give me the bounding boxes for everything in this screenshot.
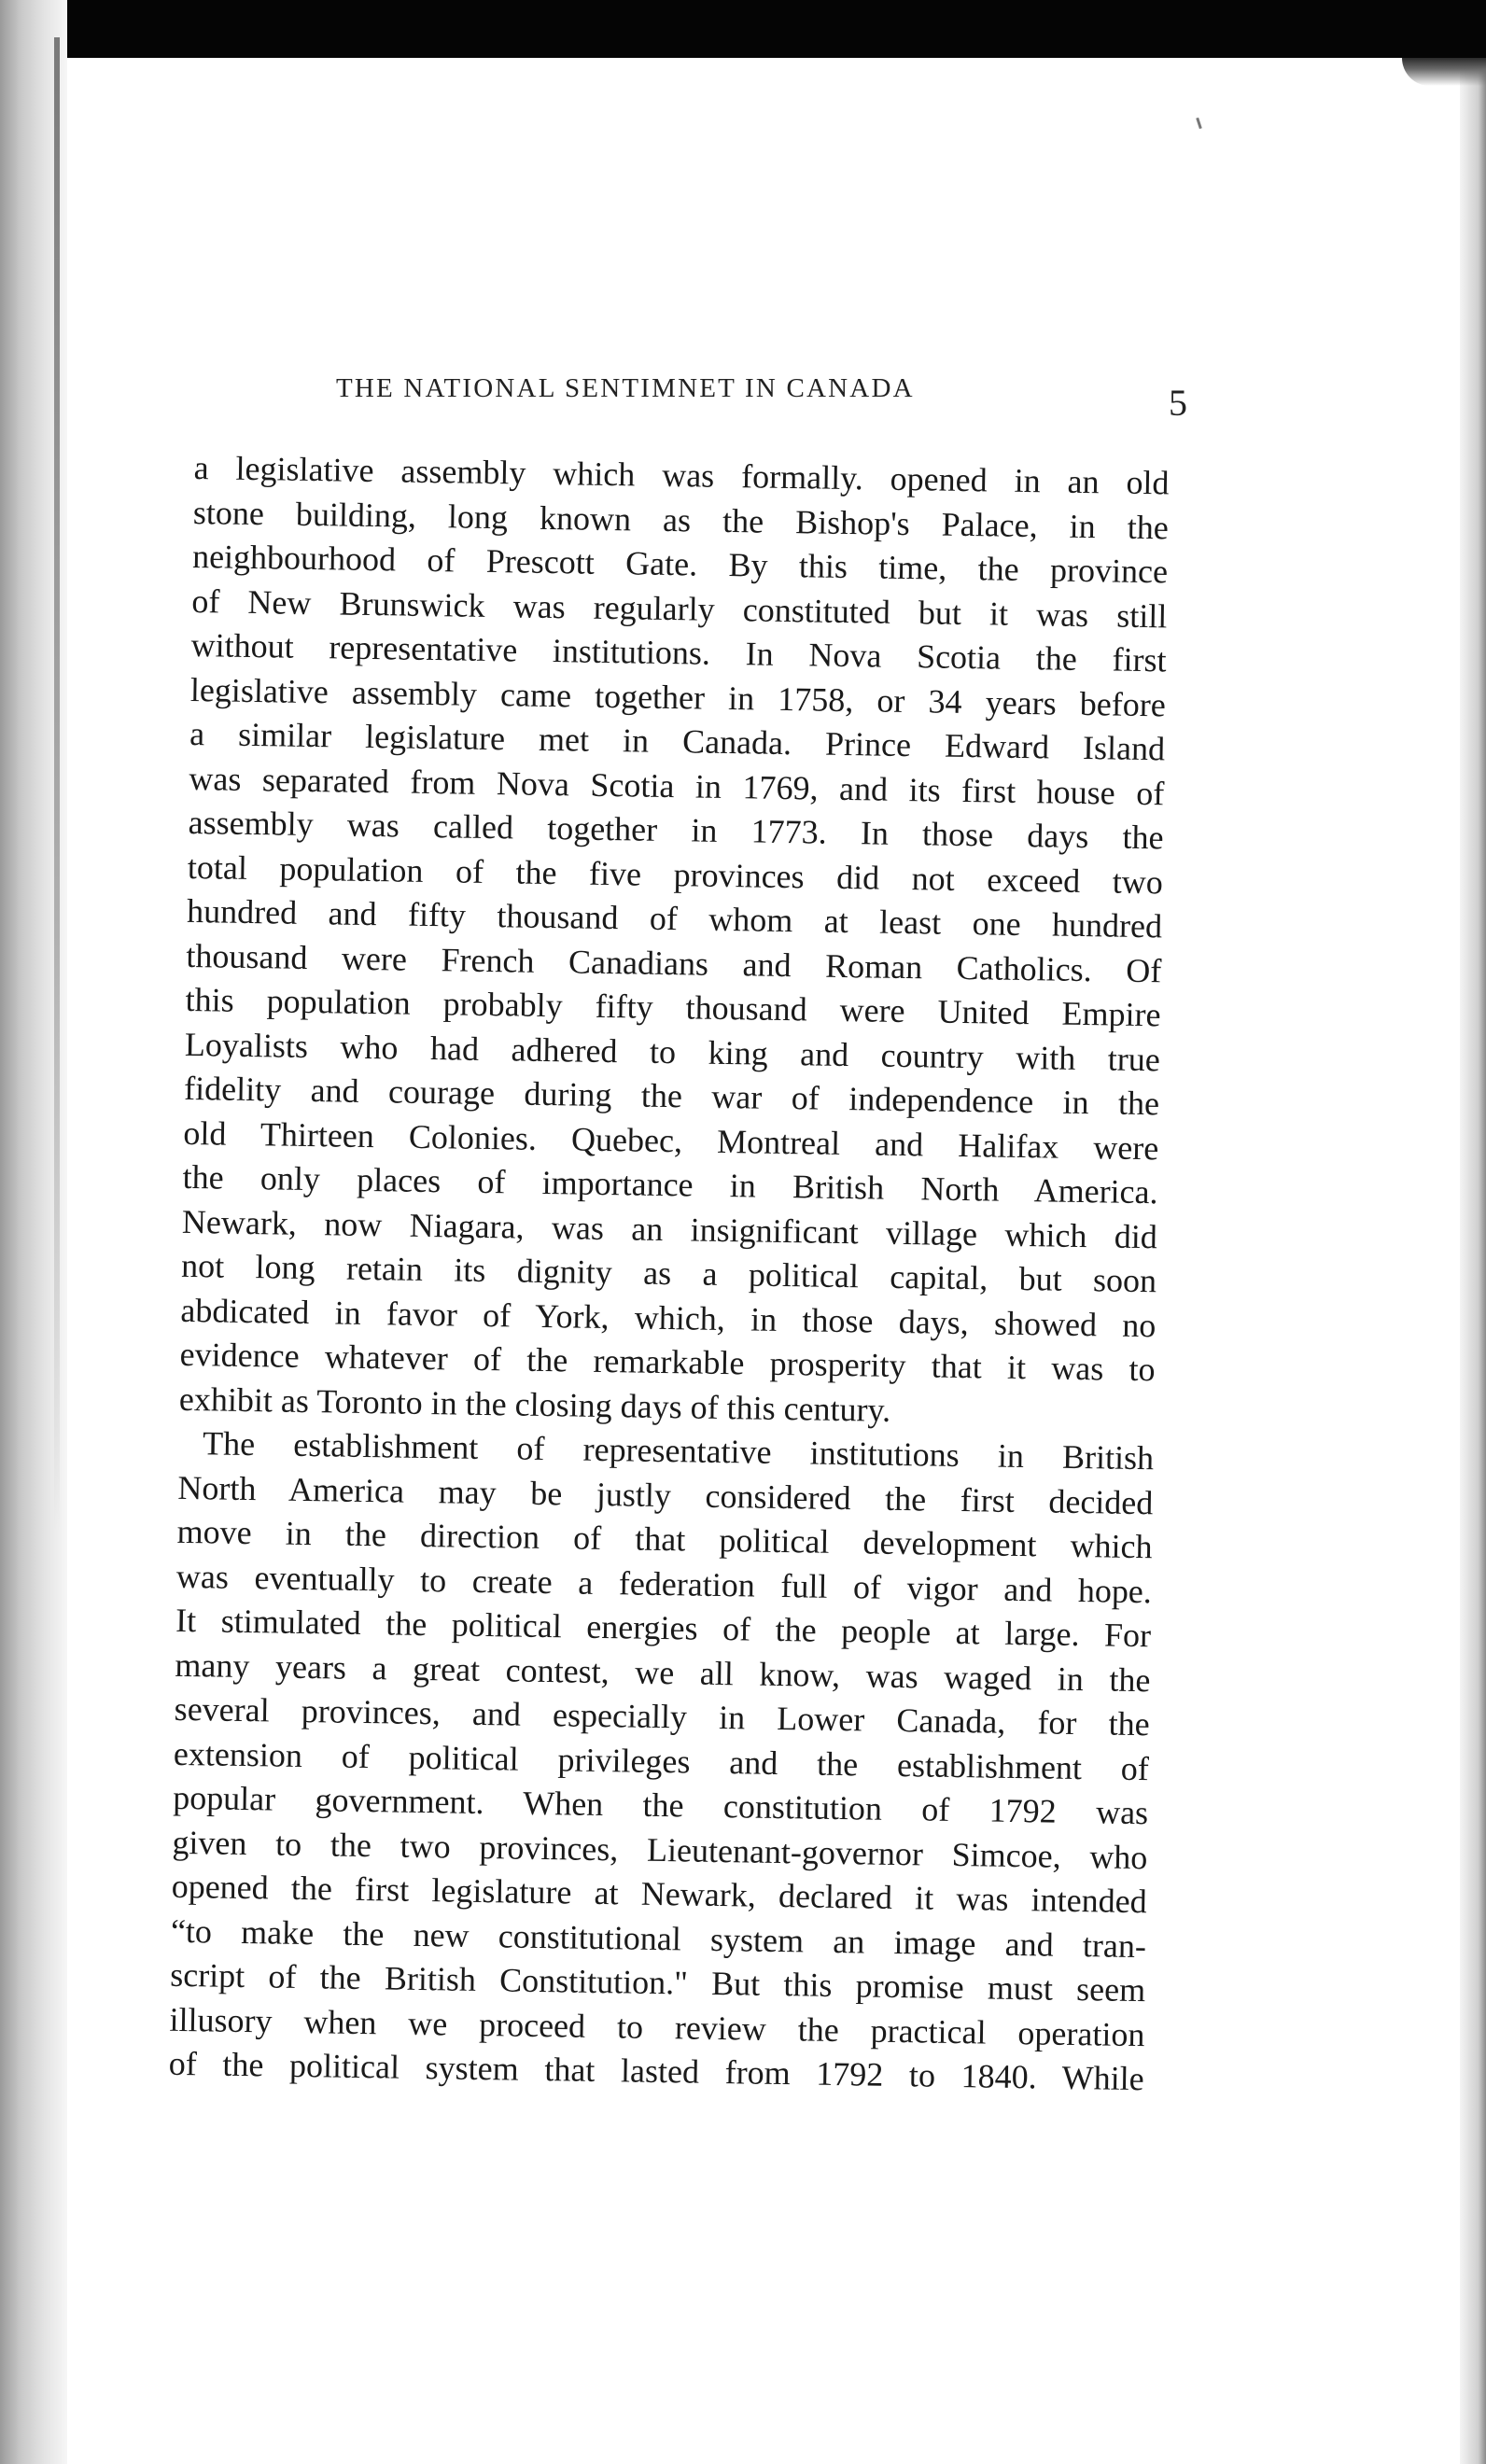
text-line: evidence whatever of the remarkable prosperity that it was to xyxy=(179,1335,1156,1389)
text-line: Loyalists who had adhered to king and country with true xyxy=(184,1025,1161,1078)
text-line: script of the British Constitution." But this promise must seem xyxy=(169,1955,1146,2009)
text-line: “to make the new constitutional system an image and tran- xyxy=(170,1911,1147,1965)
text-line: of New Brunswick was regularly constituted but it was still xyxy=(191,581,1168,635)
text-line: neighbourhood of Prescott Gate. By this time, the province xyxy=(191,537,1169,591)
text-line: hundred and fifty thousand of whom at least one hundred xyxy=(186,891,1163,945)
text-line: the only places of importance in British North America. xyxy=(182,1157,1158,1211)
text-line: this population probably fifty thousand were United Empire xyxy=(185,980,1161,1034)
text-line: stone building, long known as the Bishop's Palace, in the xyxy=(192,493,1170,546)
page-number: 5 xyxy=(1169,382,1187,424)
body-text xyxy=(168,446,1169,2102)
running-head: THE NATIONAL SENTIMNET IN CANADA xyxy=(336,373,915,403)
text-line: Newark, now Niagara, was an insignificant village which did xyxy=(181,1202,1158,1255)
text-line: popular government. When the constitution of 1792 was xyxy=(172,1778,1149,1832)
text-line: assembly was called together in 1773. In those days the xyxy=(188,803,1164,857)
text-line: opened the first legislature at Newark, declared it was intended xyxy=(171,1867,1147,1921)
text-line: of the political system that lasted from 1792 to 1840. While xyxy=(168,2044,1144,2098)
text-line: a similar legislature met in Canada. Prince Edward Island xyxy=(189,714,1166,768)
text-line: a legislative assembly which was formally. opened in an old xyxy=(193,448,1170,502)
text-line: given to the two provinces, Lieutenant-governor Simcoe, who xyxy=(172,1823,1148,1876)
text-line: illusory when we proceed to review the practical operation xyxy=(169,2000,1145,2053)
text-line: abdicated in favor of York, which, in those days, showed no xyxy=(180,1291,1157,1344)
text-line: exhibit as Toronto in the closing days of this century. xyxy=(178,1379,891,1429)
text-line: total population of the five provinces did not exceed two xyxy=(187,847,1164,901)
text-line: move in the direction of that political development which xyxy=(176,1512,1153,1566)
text-line: North America may be justly considered the first decided xyxy=(177,1468,1154,1521)
text-line: fidelity and courage during the war of independence in the xyxy=(183,1069,1160,1123)
text-line: It stimulated the political energies of the people at large. For xyxy=(175,1601,1152,1655)
text-line: several provinces, and especially in Lower Canada, for the xyxy=(174,1689,1150,1743)
text-line: without representative institutions. In Nova Scotia the first xyxy=(190,625,1167,679)
text-line: legislative assembly came together in 1758, or 34 years before xyxy=(189,670,1167,723)
text-line: was separated from Nova Scotia in 1769, and its first house of xyxy=(189,759,1165,812)
text-line: old Thirteen Colonies. Quebec, Montreal and Halifax were xyxy=(183,1113,1159,1167)
text-line: not long retain its dignity as a political capital, but soon xyxy=(180,1246,1157,1300)
text-line: many years a great contest, we all know, was waged in the xyxy=(175,1645,1151,1699)
text-line: was eventually to create a federation full of vigor and hope. xyxy=(175,1557,1153,1610)
text-line: The establishment of representative institutions in British xyxy=(202,1424,1155,1477)
text-line: extension of political privileges and the establishment of xyxy=(173,1734,1150,1787)
text-line: thousand were French Canadians and Roman Catholics. Of xyxy=(186,936,1162,989)
